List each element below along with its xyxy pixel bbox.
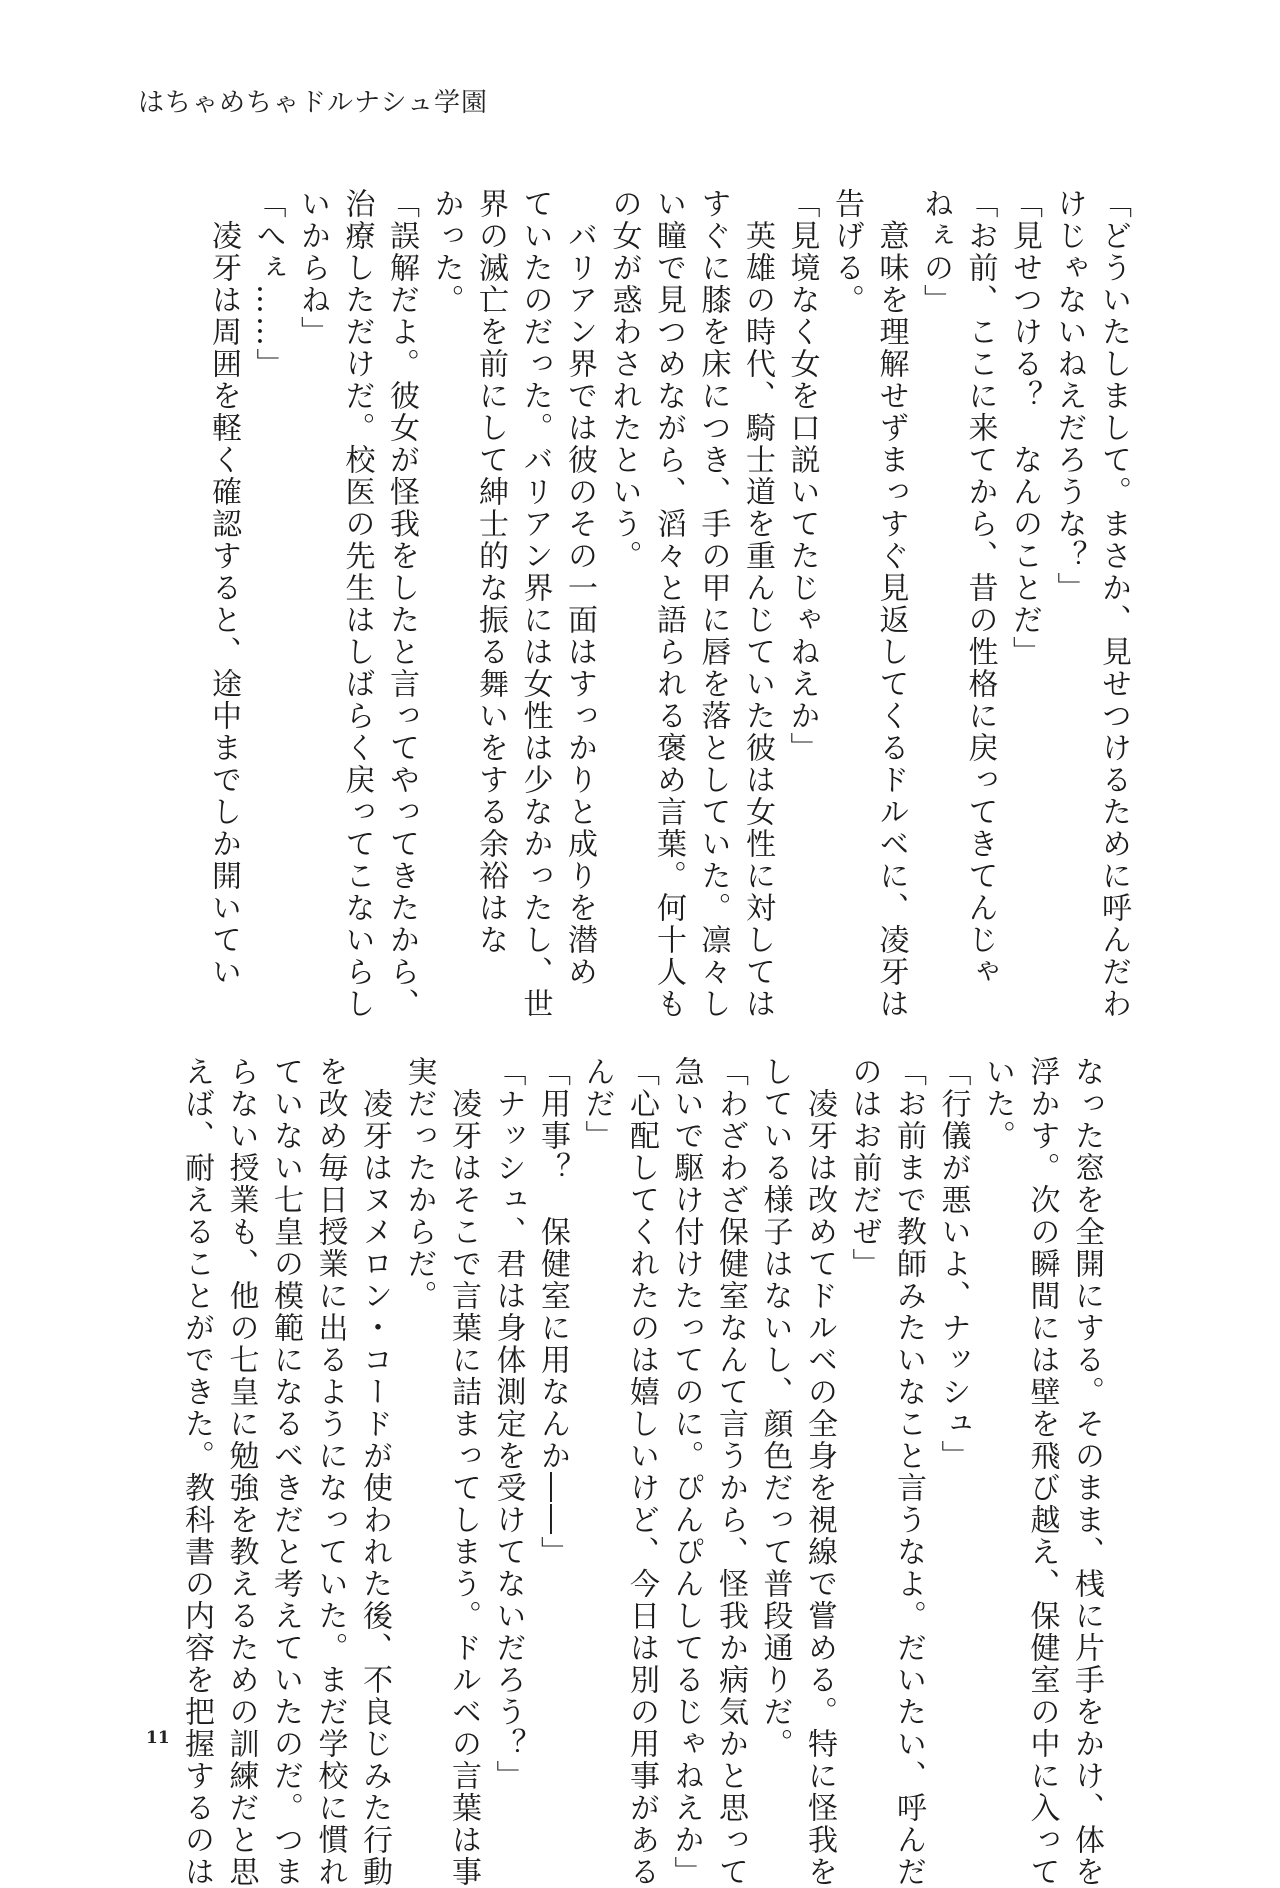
- text-line: 凌牙はそこで言葉に詰まってしまう。ドルベの言葉は事: [446, 1056, 481, 1888]
- text-line: 実だったからだ。: [401, 1056, 437, 1312]
- upper-text-block: [191, 188, 1135, 1020]
- text-line: バリアン界では彼のその一面はすっかりと成りを潜め: [562, 188, 597, 988]
- text-line: 「用事？ 保健室に用なんか――」: [535, 1056, 570, 1568]
- text-line: 告げる。: [829, 188, 864, 316]
- text-line: ていない七皇の模範になるべきだと考えていたのだ。つま: [268, 1056, 303, 1888]
- text-line: 英雄の時代、騎士道を重んじていた彼は女性に対しては: [740, 188, 775, 1020]
- text-line: ねぇの」: [918, 188, 953, 316]
- text-line: 「見境なく女を口説いてたじゃねえか」: [784, 188, 820, 764]
- text-line: 凌牙は周囲を軽く確認すると、途中までしか開いてい: [206, 188, 241, 988]
- text-line: 「見せつける？ なんのことだ」: [1007, 188, 1042, 668]
- text-line: 凌牙はヌメロン・コードが使われた後、不良じみた行動: [357, 1056, 392, 1888]
- lower-text-block: [179, 1056, 1108, 1888]
- text-line: かった。: [428, 188, 464, 316]
- text-line: すぐに膝を床につき、手の甲に唇を落としていた。凛々し: [695, 188, 731, 1020]
- text-line: を改め毎日授業に出るようになっていた。まだ学校に慣れ: [312, 1056, 348, 1888]
- text-line: 浮かす。次の瞬間には壁を飛び越え、保健室の中に入って: [1024, 1056, 1060, 1888]
- text-line: のはお前だぜ」: [846, 1056, 882, 1280]
- text-line: い瞳で見つめながら、滔々と語られる褒め言葉。何十人も: [651, 188, 686, 1020]
- text-line: 治療しただけだ。校医の先生はしばらく戻ってこないらし: [339, 188, 375, 1020]
- text-line: 「お前まで教師みたいなこと言うなよ。だいたい、呼んだ: [891, 1056, 926, 1888]
- text-line: んだ」: [579, 1056, 615, 1152]
- text-line: らない授業も、他の七皇に勉強を教えるための訓練だと思: [223, 1056, 259, 1888]
- text-line: ていたのだった。バリアン界には女性は少なかったし、世: [517, 188, 553, 1020]
- text-line: 「行儀が悪いよ、ナッシュ」: [935, 1056, 971, 1472]
- text-line: 「ナッシュ、君は身体測定を受けてないだろう？」: [490, 1056, 526, 1792]
- text-line: えば、耐えることができた。教科書の内容を把握するのは: [179, 1056, 214, 1888]
- text-line: している様子はないし、顔色だって普段通りだ。: [757, 1056, 793, 1760]
- page-number: 11: [146, 1728, 170, 1748]
- text-line: 「心配してくれたのは嬉しいけど、今日は別の用事がある: [624, 1056, 659, 1888]
- text-line: 「誤解だよ。彼女が怪我をしたと言ってやってきたから、: [384, 188, 419, 1020]
- text-line: 「わざわざ保健室なんて言うから、怪我か病気かと思って: [713, 1056, 748, 1888]
- text-line: いからね」: [295, 188, 330, 348]
- text-line: なった窓を全開にする。そのまま、桟に片手をかけ、体を: [1069, 1056, 1104, 1888]
- running-head: はちゃめちゃドルナシュ学園: [138, 88, 488, 118]
- text-line: 界の滅亡を前にして紳士的な振る舞いをする余裕はな: [473, 188, 508, 956]
- text-line: 急いで駆け付けたってのに。ぴんぴんしてるじゃねえか」: [668, 1056, 704, 1888]
- text-line: 凌牙は改めてドルベの全身を視線で嘗める。特に怪我を: [802, 1056, 837, 1888]
- text-line: けじゃないねえだろうな？」: [1051, 188, 1087, 604]
- text-line: 「へぇ……」: [250, 188, 286, 380]
- text-line: 「どういたしまして。まさか、見せつけるために呼んだわ: [1096, 188, 1131, 1020]
- text-line: いた。: [980, 1056, 1015, 1152]
- text-line: 「お前、ここに来てから、昔の性格に戻ってきてんじゃ: [962, 188, 998, 988]
- text-line: 意味を理解せずまっすぐ見返してくるドルベに、凌牙は: [873, 188, 909, 1020]
- text-line: の女が惑わされたという。: [606, 188, 642, 572]
